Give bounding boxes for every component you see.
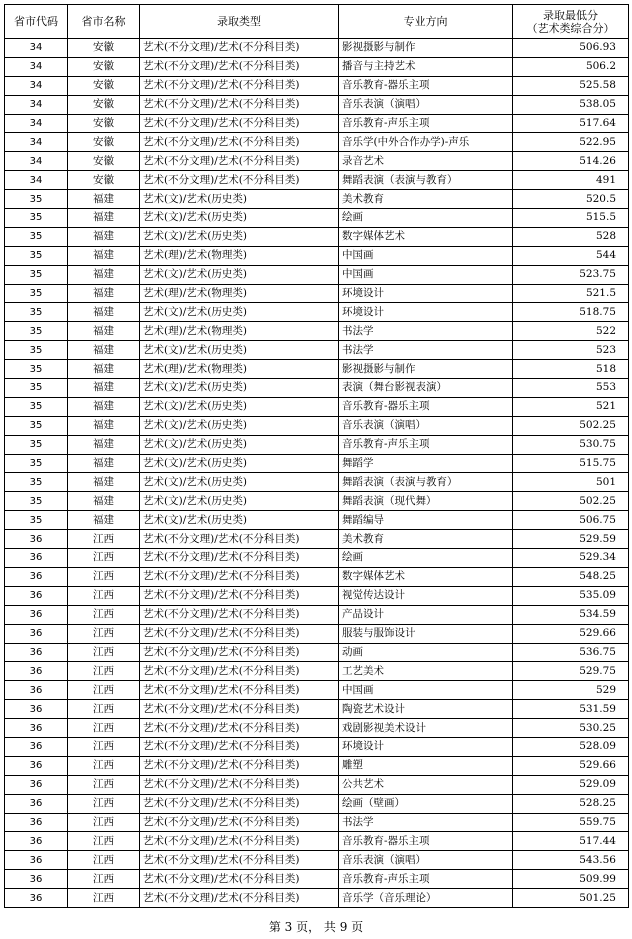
cell-score: 517.44 — [513, 832, 629, 851]
cell-code: 35 — [5, 397, 68, 416]
cell-code: 35 — [5, 454, 68, 473]
cell-major: 绘画（壁画） — [339, 794, 513, 813]
cell-code: 35 — [5, 227, 68, 246]
cell-province: 江西 — [68, 889, 140, 908]
table-row — [5, 209, 629, 228]
cell-type: 艺术(文)/艺术(历史类) — [140, 209, 339, 228]
cell-province: 江西 — [68, 549, 140, 568]
cell-type: 艺术(文)/艺术(历史类) — [140, 379, 339, 398]
cell-province: 江西 — [68, 851, 140, 870]
cell-code: 35 — [5, 265, 68, 284]
table-row — [5, 643, 629, 662]
cell-score: 509.99 — [513, 870, 629, 889]
cell-major: 工艺美术 — [339, 662, 513, 681]
cell-score: 528 — [513, 227, 629, 246]
cell-score: 528.25 — [513, 794, 629, 813]
cell-code: 36 — [5, 813, 68, 832]
cell-score: 529.66 — [513, 756, 629, 775]
cell-province: 江西 — [68, 756, 140, 775]
cell-type: 艺术(不分文理)/艺术(不分科目类) — [140, 530, 339, 549]
cell-province: 福建 — [68, 416, 140, 435]
cell-score: 543.56 — [513, 851, 629, 870]
cell-type: 艺术(文)/艺术(历史类) — [140, 492, 339, 511]
cell-score: 522.95 — [513, 133, 629, 152]
cell-province: 福建 — [68, 265, 140, 284]
cell-type: 艺术(理)/艺术(物理类) — [140, 284, 339, 303]
cell-major: 音乐表演（演唱） — [339, 851, 513, 870]
table-row — [5, 719, 629, 738]
cell-province: 江西 — [68, 775, 140, 794]
cell-province: 江西 — [68, 681, 140, 700]
table-row — [5, 549, 629, 568]
cell-major: 戏剧影视美术设计 — [339, 719, 513, 738]
cell-code: 35 — [5, 246, 68, 265]
cell-score: 520.5 — [513, 190, 629, 209]
cell-code: 36 — [5, 832, 68, 851]
cell-score: 534.59 — [513, 605, 629, 624]
cell-code: 35 — [5, 341, 68, 360]
cell-major: 音乐教育-声乐主项 — [339, 114, 513, 133]
cell-major: 美术教育 — [339, 530, 513, 549]
cell-major: 表演（舞台影视表演） — [339, 379, 513, 398]
cell-type: 艺术(不分文理)/艺术(不分科目类) — [140, 95, 339, 114]
cell-major: 音乐学（音乐理论） — [339, 889, 513, 908]
table-row — [5, 379, 629, 398]
table-body — [5, 39, 629, 908]
cell-type: 艺术(不分文理)/艺术(不分科目类) — [140, 133, 339, 152]
cell-major: 音乐教育-声乐主项 — [339, 435, 513, 454]
table-row — [5, 756, 629, 775]
cell-type: 艺术(不分文理)/艺术(不分科目类) — [140, 152, 339, 171]
cell-province: 江西 — [68, 870, 140, 889]
table-row — [5, 473, 629, 492]
table-row — [5, 605, 629, 624]
table-row — [5, 284, 629, 303]
cell-code: 35 — [5, 511, 68, 530]
cell-province: 江西 — [68, 567, 140, 586]
cell-code: 35 — [5, 435, 68, 454]
table-row — [5, 397, 629, 416]
table-row — [5, 511, 629, 530]
cell-type: 艺术(不分文理)/艺术(不分科目类) — [140, 114, 339, 133]
table-row — [5, 190, 629, 209]
table-row — [5, 39, 629, 58]
cell-type: 艺术(不分文理)/艺术(不分科目类) — [140, 605, 339, 624]
cell-major: 中国画 — [339, 265, 513, 284]
cell-type: 艺术(不分文理)/艺术(不分科目类) — [140, 681, 339, 700]
cell-type: 艺术(不分文理)/艺术(不分科目类) — [140, 662, 339, 681]
cell-province: 福建 — [68, 379, 140, 398]
cell-code: 34 — [5, 95, 68, 114]
cell-type: 艺术(不分文理)/艺术(不分科目类) — [140, 756, 339, 775]
cell-type: 艺术(不分文理)/艺术(不分科目类) — [140, 737, 339, 756]
cell-code: 36 — [5, 851, 68, 870]
cell-code: 36 — [5, 643, 68, 662]
cell-major: 数字媒体艺术 — [339, 567, 513, 586]
cell-major: 中国画 — [339, 681, 513, 700]
cell-code: 36 — [5, 889, 68, 908]
cell-major: 舞蹈表演（表演与教育） — [339, 473, 513, 492]
cell-score: 529.59 — [513, 530, 629, 549]
cell-major: 雕塑 — [339, 756, 513, 775]
cell-province: 安徽 — [68, 95, 140, 114]
cell-score: 515.75 — [513, 454, 629, 473]
cell-score: 506.75 — [513, 511, 629, 530]
table-row — [5, 76, 629, 95]
cell-province: 江西 — [68, 719, 140, 738]
cell-province: 安徽 — [68, 171, 140, 190]
cell-major: 环境设计 — [339, 303, 513, 322]
table-row — [5, 341, 629, 360]
table-row — [5, 492, 629, 511]
cell-code: 36 — [5, 549, 68, 568]
table-header-row — [5, 5, 629, 39]
cell-province: 江西 — [68, 813, 140, 832]
cell-type: 艺术(文)/艺术(历史类) — [140, 265, 339, 284]
cell-province: 福建 — [68, 435, 140, 454]
table-row — [5, 133, 629, 152]
cell-code: 35 — [5, 360, 68, 379]
cell-score: 531.59 — [513, 700, 629, 719]
table-row — [5, 851, 629, 870]
cell-score: 517.64 — [513, 114, 629, 133]
cell-score: 506.2 — [513, 57, 629, 76]
cell-score: 528.09 — [513, 737, 629, 756]
cell-type: 艺术(不分文理)/艺术(不分科目类) — [140, 171, 339, 190]
cell-major: 音乐表演（演唱） — [339, 95, 513, 114]
cell-code: 36 — [5, 586, 68, 605]
cell-score: 518.75 — [513, 303, 629, 322]
cell-score: 523 — [513, 341, 629, 360]
cell-province: 安徽 — [68, 39, 140, 58]
header-major: 专业方向 — [339, 5, 513, 39]
table-row — [5, 360, 629, 379]
cell-code: 36 — [5, 605, 68, 624]
cell-province: 福建 — [68, 454, 140, 473]
table-row — [5, 794, 629, 813]
cell-province: 福建 — [68, 303, 140, 322]
cell-type: 艺术(文)/艺术(历史类) — [140, 303, 339, 322]
cell-code: 34 — [5, 133, 68, 152]
table-row — [5, 152, 629, 171]
cell-major: 录音艺术 — [339, 152, 513, 171]
header-score-line2: （艺术类综合分） — [526, 21, 615, 35]
cell-code: 36 — [5, 756, 68, 775]
cell-type: 艺术(不分文理)/艺术(不分科目类) — [140, 549, 339, 568]
cell-score: 559.75 — [513, 813, 629, 832]
cell-code: 34 — [5, 76, 68, 95]
cell-province: 江西 — [68, 605, 140, 624]
cell-type: 艺术(文)/艺术(历史类) — [140, 416, 339, 435]
cell-major: 视觉传达设计 — [339, 586, 513, 605]
table-row — [5, 57, 629, 76]
cell-score: 521 — [513, 397, 629, 416]
cell-major: 音乐教育-器乐主项 — [339, 832, 513, 851]
cell-score: 502.25 — [513, 416, 629, 435]
cell-major: 影视摄影与制作 — [339, 360, 513, 379]
cell-code: 35 — [5, 322, 68, 341]
cell-major: 音乐学(中外合作办学)-声乐 — [339, 133, 513, 152]
cell-province: 福建 — [68, 473, 140, 492]
cell-major: 绘画 — [339, 209, 513, 228]
header-code: 省市代码 — [5, 5, 68, 39]
cell-major: 绘画 — [339, 549, 513, 568]
cell-score: 553 — [513, 379, 629, 398]
cell-score: 530.75 — [513, 435, 629, 454]
cell-major: 舞蹈表演（现代舞） — [339, 492, 513, 511]
table-row — [5, 737, 629, 756]
cell-type: 艺术(不分文理)/艺术(不分科目类) — [140, 794, 339, 813]
cell-type: 艺术(不分文理)/艺术(不分科目类) — [140, 775, 339, 794]
cell-major: 书法学 — [339, 813, 513, 832]
cell-province: 福建 — [68, 397, 140, 416]
table-row — [5, 95, 629, 114]
cell-major: 舞蹈学 — [339, 454, 513, 473]
cell-major: 音乐教育-声乐主项 — [339, 870, 513, 889]
cell-type: 艺术(不分文理)/艺术(不分科目类) — [140, 813, 339, 832]
cell-code: 35 — [5, 209, 68, 228]
cell-type: 艺术(不分文理)/艺术(不分科目类) — [140, 700, 339, 719]
cell-type: 艺术(不分文理)/艺术(不分科目类) — [140, 624, 339, 643]
cell-code: 35 — [5, 303, 68, 322]
cell-major: 陶瓷艺术设计 — [339, 700, 513, 719]
cell-province: 福建 — [68, 511, 140, 530]
cell-major: 中国画 — [339, 246, 513, 265]
cell-major: 影视摄影与制作 — [339, 39, 513, 58]
cell-code: 35 — [5, 473, 68, 492]
cell-major: 音乐教育-器乐主项 — [339, 76, 513, 95]
cell-type: 艺术(不分文理)/艺术(不分科目类) — [140, 76, 339, 95]
cell-province: 安徽 — [68, 133, 140, 152]
cell-province: 江西 — [68, 737, 140, 756]
cell-type: 艺术(不分文理)/艺术(不分科目类) — [140, 643, 339, 662]
cell-code: 35 — [5, 284, 68, 303]
cell-type: 艺术(理)/艺术(物理类) — [140, 322, 339, 341]
cell-type: 艺术(文)/艺术(历史类) — [140, 473, 339, 492]
cell-province: 福建 — [68, 284, 140, 303]
cell-province: 福建 — [68, 492, 140, 511]
cell-type: 艺术(不分文理)/艺术(不分科目类) — [140, 832, 339, 851]
cell-type: 艺术(不分文理)/艺术(不分科目类) — [140, 889, 339, 908]
cell-province: 江西 — [68, 586, 140, 605]
cell-type: 艺术(不分文理)/艺术(不分科目类) — [140, 851, 339, 870]
admission-score-table — [4, 4, 629, 908]
cell-type: 艺术(文)/艺术(历史类) — [140, 454, 339, 473]
cell-province: 江西 — [68, 624, 140, 643]
cell-province: 安徽 — [68, 152, 140, 171]
cell-province: 江西 — [68, 700, 140, 719]
cell-province: 江西 — [68, 794, 140, 813]
cell-code: 36 — [5, 719, 68, 738]
table-row — [5, 435, 629, 454]
header-type: 录取类型 — [140, 5, 339, 39]
cell-major: 服装与服饰设计 — [339, 624, 513, 643]
cell-code: 35 — [5, 379, 68, 398]
cell-type: 艺术(文)/艺术(历史类) — [140, 341, 339, 360]
cell-type: 艺术(不分文理)/艺术(不分科目类) — [140, 586, 339, 605]
cell-code: 36 — [5, 530, 68, 549]
cell-score: 529.09 — [513, 775, 629, 794]
table-row — [5, 662, 629, 681]
cell-type: 艺术(文)/艺术(历史类) — [140, 190, 339, 209]
cell-code: 36 — [5, 870, 68, 889]
cell-code: 36 — [5, 662, 68, 681]
header-score-line1: 录取最低分 — [543, 8, 598, 22]
cell-province: 江西 — [68, 662, 140, 681]
table-row — [5, 889, 629, 908]
cell-score: 515.5 — [513, 209, 629, 228]
table-row — [5, 681, 629, 700]
cell-type: 艺术(不分文理)/艺术(不分科目类) — [140, 567, 339, 586]
cell-score: 530.25 — [513, 719, 629, 738]
cell-major: 美术教育 — [339, 190, 513, 209]
cell-major: 数字媒体艺术 — [339, 227, 513, 246]
table-row — [5, 567, 629, 586]
cell-province: 福建 — [68, 341, 140, 360]
cell-type: 艺术(不分文理)/艺术(不分科目类) — [140, 39, 339, 58]
cell-code: 36 — [5, 737, 68, 756]
cell-type: 艺术(不分文理)/艺术(不分科目类) — [140, 57, 339, 76]
cell-major: 音乐表演（演唱） — [339, 416, 513, 435]
cell-province: 福建 — [68, 360, 140, 379]
table-row — [5, 227, 629, 246]
table-row — [5, 303, 629, 322]
cell-code: 36 — [5, 624, 68, 643]
cell-code: 36 — [5, 775, 68, 794]
cell-province: 福建 — [68, 190, 140, 209]
cell-type: 艺术(文)/艺术(历史类) — [140, 397, 339, 416]
cell-major: 书法学 — [339, 322, 513, 341]
cell-score: 491 — [513, 171, 629, 190]
cell-province: 安徽 — [68, 76, 140, 95]
cell-score: 535.09 — [513, 586, 629, 605]
cell-province: 江西 — [68, 832, 140, 851]
cell-code: 36 — [5, 700, 68, 719]
cell-type: 艺术(文)/艺术(历史类) — [140, 511, 339, 530]
cell-score: 529.66 — [513, 624, 629, 643]
cell-score: 522 — [513, 322, 629, 341]
cell-score: 548.25 — [513, 567, 629, 586]
table-row — [5, 586, 629, 605]
cell-code: 35 — [5, 190, 68, 209]
cell-code: 36 — [5, 681, 68, 700]
cell-code: 34 — [5, 152, 68, 171]
cell-code: 34 — [5, 114, 68, 133]
cell-score: 501 — [513, 473, 629, 492]
cell-major: 播音与主持艺术 — [339, 57, 513, 76]
cell-score: 538.05 — [513, 95, 629, 114]
cell-type: 艺术(理)/艺术(物理类) — [140, 360, 339, 379]
cell-province: 江西 — [68, 643, 140, 662]
header-province: 省市名称 — [68, 5, 140, 39]
table-row — [5, 265, 629, 284]
cell-type: 艺术(不分文理)/艺术(不分科目类) — [140, 719, 339, 738]
cell-major: 环境设计 — [339, 284, 513, 303]
cell-score: 525.58 — [513, 76, 629, 95]
table-row — [5, 700, 629, 719]
cell-score: 536.75 — [513, 643, 629, 662]
cell-score: 518 — [513, 360, 629, 379]
table-row — [5, 322, 629, 341]
cell-major: 音乐教育-器乐主项 — [339, 397, 513, 416]
cell-type: 艺术(文)/艺术(历史类) — [140, 227, 339, 246]
cell-province: 安徽 — [68, 57, 140, 76]
cell-major: 产品设计 — [339, 605, 513, 624]
cell-code: 36 — [5, 794, 68, 813]
table-row — [5, 246, 629, 265]
cell-type: 艺术(文)/艺术(历史类) — [140, 435, 339, 454]
table-row — [5, 114, 629, 133]
table-row — [5, 454, 629, 473]
cell-code: 34 — [5, 57, 68, 76]
table-row — [5, 813, 629, 832]
table-row — [5, 832, 629, 851]
cell-score: 502.25 — [513, 492, 629, 511]
cell-score: 529 — [513, 681, 629, 700]
table-row — [5, 530, 629, 549]
table-row — [5, 171, 629, 190]
cell-score: 544 — [513, 246, 629, 265]
cell-score: 514.26 — [513, 152, 629, 171]
cell-major: 舞蹈表演（表演与教育） — [339, 171, 513, 190]
cell-score: 529.34 — [513, 549, 629, 568]
cell-type: 艺术(不分文理)/艺术(不分科目类) — [140, 870, 339, 889]
cell-province: 安徽 — [68, 114, 140, 133]
cell-score: 521.5 — [513, 284, 629, 303]
cell-province: 福建 — [68, 209, 140, 228]
cell-score: 506.93 — [513, 39, 629, 58]
table-row — [5, 775, 629, 794]
cell-major: 书法学 — [339, 341, 513, 360]
cell-code: 34 — [5, 39, 68, 58]
table-row — [5, 624, 629, 643]
cell-province: 福建 — [68, 322, 140, 341]
cell-code: 35 — [5, 492, 68, 511]
cell-major: 公共艺术 — [339, 775, 513, 794]
cell-code: 35 — [5, 416, 68, 435]
cell-major: 舞蹈编导 — [339, 511, 513, 530]
header-score — [513, 5, 629, 39]
table-row — [5, 416, 629, 435]
cell-type: 艺术(理)/艺术(物理类) — [140, 246, 339, 265]
cell-major: 环境设计 — [339, 737, 513, 756]
cell-code: 36 — [5, 567, 68, 586]
cell-major: 动画 — [339, 643, 513, 662]
cell-score: 523.75 — [513, 265, 629, 284]
cell-province: 福建 — [68, 246, 140, 265]
page-number-footer: 第 3 页， 共 9 页 — [268, 920, 364, 934]
cell-province: 江西 — [68, 530, 140, 549]
cell-score: 501.25 — [513, 889, 629, 908]
cell-province: 福建 — [68, 227, 140, 246]
cell-score: 529.75 — [513, 662, 629, 681]
cell-code: 34 — [5, 171, 68, 190]
table-row — [5, 870, 629, 889]
